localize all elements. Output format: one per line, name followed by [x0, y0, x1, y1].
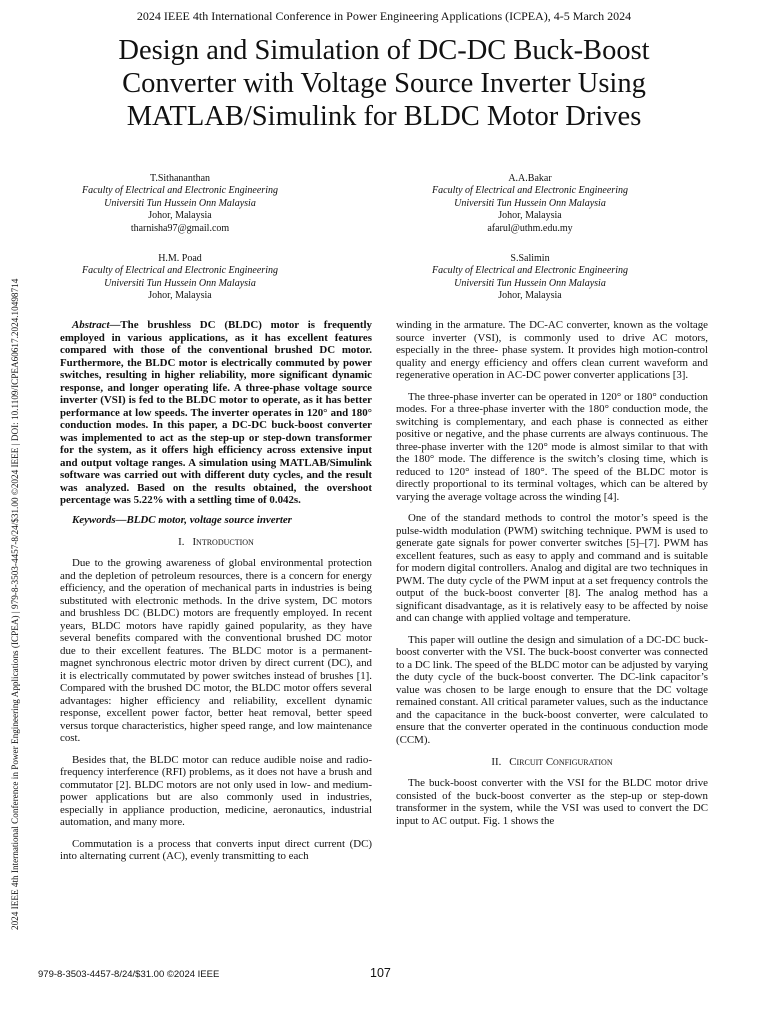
abstract-label: Abstract — [72, 319, 110, 331]
paragraph: One of the standard methods to control the motor’s speed is the pulse-width modulation (PWM) switching technique. PWM is used to generate gate signals for power converter switches [5]–[7]. PWM has excellent features, such as easy to apply and command and is suitable for modern digital controllers. Analog and digital are two techniques in PWM. The duty cycle of the PWM input at a set frequency controls the output of the buck-boost converter [8]. The analog method has a significant disadvantage, as it is relatively easy to be affected by noise and can change with applied voltage and temperature. — [396, 512, 708, 624]
abstract-text: The brushless DC (BLDC) motor is frequently employed in various applications, as it has excellent features compared with those of the conventional brushed DC motor. Furthermore, the BLDC motor is electrically commuted by power switches, resulting in higher reliability, more significant dynamic response, and longer operating life. A three-phase voltage source inverter (VSI) is fed to the BLDC motor to operate, as it has better performance at low speeds. The inverter operates in 120° and 180° conduction modes. In this paper, a DC-DC buck-boost converter was implemented to act as the step-up or step-down transformer for the system, as it offers high efficiency across extensive input and output voltage ranges. A simulation using MATLAB/Simulink software was carried out with different duty cycles, and the result was analyzed. Based on the results obtained, the overshoot percentage was 5.22% with a settling time of 0.042s. — [60, 319, 372, 506]
paragraph: winding in the armature. The DC-AC converter, known as the voltage source inverter (VSI), is commonly used to drive AC motors, especially in the three- phase system. It provides high motion-control quality and energy efficiency and offers clean current waveform and regenerative operation in AC-DC power converter applications [3]. — [396, 319, 708, 381]
paragraph: Besides that, the BLDC motor can reduce audible noise and radio-frequency interference (RFI) problems, as it does not have a brush and commutator [2]. BLDC motors are not only used in low- and medium-power applications but are also commonly used in industries, especially in appliance production, medicine, aeronautics, industrial automation, and many more. — [60, 753, 372, 828]
author-name: A.A.Bakar — [508, 173, 552, 184]
author-location: Johor, Malaysia — [148, 290, 212, 302]
paper-title — [60, 34, 708, 133]
author-name: H.M. Poad — [158, 253, 202, 264]
paragraph: The buck-boost converter with the VSI for the BLDC motor drive consisted of the buck-boost converter as the step-up or step-down transformer in the system, while the VSI was used to convert the DC input to AC output. Fig. 1 shows the — [396, 777, 708, 827]
paragraph: This paper will outline the design and simulation of a DC-DC buck-boost converter with the VSI. The buck-boost converter was connected to a DC link. The speed of the BLDC motor can be adjusted by varying the duty cycle of the buck-boost converter. The DC-link capacitor’s value was chosen to be large enough to ensure that the DC voltage remained constant. All critical parameter values, such as the inductance and the capacitance in the buck-boost converter, were calculated to ensure that the converter operated in the continuous conduction mode (CCM). — [396, 633, 708, 746]
paragraph: The three-phase inverter can be operated in 120° or 180° conduction modes. For a three-phase inverter with the 180° conduction mode, the switching is complementary, and each phase is connected as either positive or negative, and the phase currents are always continuous. The three-phase inverter with the 120° mode is almost similar to that with the 180° mode. The difference is the switch’s closing time, which is reduced to 120° instead of 180°. The speed of the BLDC motor is directly proportional to its terminal voltages, which can be altered by varying the average voltage across the winding [4]. — [396, 390, 708, 503]
author-name: S.Salimin — [510, 253, 550, 264]
footer-isbn: 979-8-3503-4457-8/24/$31.00 ©2024 IEEE — [38, 969, 220, 980]
title-line: Design and Simulation of DC-DC Buck-Boost — [118, 35, 650, 66]
author-block — [30, 173, 330, 235]
section-heading — [60, 536, 372, 549]
doi-side-strip: 2024 IEEE 4th International Conference in Power Engineering Applications (ICPEA) | 979-8-3503-4457-8/24/$31.00 ©2024 IEEE | DOI: 10.1109/ICPEA60617.2024.10498714 — [10, 278, 20, 930]
title-line: Converter with Voltage Source Inverter Using — [122, 68, 646, 99]
author-email: tharnisha97@gmail.com — [130, 222, 230, 234]
section-title: Introduction — [192, 536, 254, 548]
author-department: Faculty of Electrical and Electronic Engineering — [432, 185, 628, 197]
section-number: I. — [178, 536, 185, 548]
author-university: Universiti Tun Hussein Onn Malaysia — [104, 197, 256, 209]
paragraph: Due to the growing awareness of global environmental protection and the depletion of petroleum resources, there is a concern for energy efficiency, and the operation of mechanical parts in industries is being substituted with electronic methods. In the drive system, DC motors and brushless DC (BLDC) motors are frequently employed. In recent years, BLDC motors have rapidly gained popularity, as they have several benefits compared with the conventional brushed DC motor due to their excellent features. The BLDC motor is a permanent-magnet synchronous electric motor driven by direct current (DC), and it is electrically commutated by power switches instead of brushes [1]. Compared with the brushed DC motor, the BLDC motor offers several advantages: higher efficiency and reliability, excellent dynamic response, excellent power factor, better heat removal, better speed versus torque characteristics, higher speed range, and low maintenance cost. — [60, 557, 372, 744]
author-block — [30, 253, 330, 303]
conference-header: 2024 IEEE 4th International Conference in Power Engineering Applications (ICPEA), 4-5 March 2024 — [136, 9, 632, 23]
abstract-dash: — — [109, 319, 121, 331]
author-name: T.Sithananthan — [149, 173, 211, 184]
author-department: Faculty of Electrical and Electronic Engineering — [432, 265, 628, 277]
author-department: Faculty of Electrical and Electronic Engineering — [82, 265, 278, 277]
keywords: Keywords—BLDC motor, voltage source inverter — [72, 513, 292, 526]
author-location: Johor, Malaysia — [498, 290, 562, 302]
section-title: Circuit Configuration — [509, 756, 613, 768]
title-line: MATLAB/Simulink for BLDC Motor Drives — [126, 101, 642, 132]
author-university: Universiti Tun Hussein Onn Malaysia — [454, 277, 606, 289]
author-department: Faculty of Electrical and Electronic Engineering — [82, 185, 278, 197]
author-email: afarul@uthm.edu.my — [487, 222, 573, 234]
author-location: Johor, Malaysia — [498, 210, 562, 222]
paragraph: Commutation is a process that converts input direct current (DC) into alternating current (AC), evenly transmitting to each — [60, 837, 372, 862]
author-university: Universiti Tun Hussein Onn Malaysia — [104, 277, 256, 289]
author-block — [380, 253, 680, 303]
left-column — [60, 319, 372, 872]
abstract — [60, 319, 372, 507]
right-column — [396, 319, 708, 836]
author-location: Johor, Malaysia — [148, 210, 212, 222]
section-heading — [396, 756, 708, 769]
author-university: Universiti Tun Hussein Onn Malaysia — [454, 197, 606, 209]
page-number: 107 — [370, 966, 391, 980]
section-number: II. — [491, 756, 502, 768]
author-block — [380, 173, 680, 235]
